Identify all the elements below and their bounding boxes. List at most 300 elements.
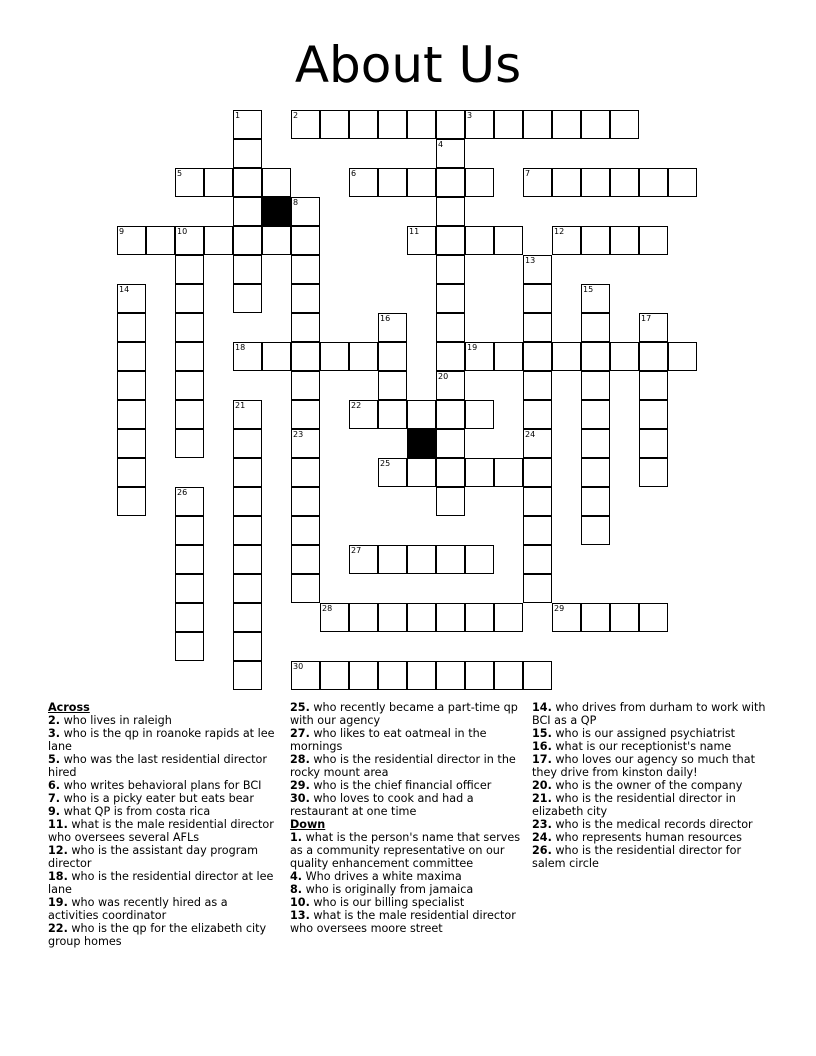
grid-cell[interactable] [378, 371, 407, 400]
clue-text: what QP is from costa rica [60, 805, 211, 818]
cell-number: 25 [380, 459, 391, 468]
clue [290, 792, 526, 818]
grid-cell[interactable] [552, 168, 581, 197]
clue-text: who was recently hired as a activities coordinator [48, 896, 228, 922]
grid-cell[interactable] [436, 168, 465, 197]
clue [48, 896, 278, 922]
clue-text: who drives from durham to work with BCI as a QP [532, 701, 766, 727]
grid-cell[interactable] [552, 226, 581, 255]
grid-cell[interactable] [581, 371, 610, 400]
grid-cell[interactable] [378, 313, 407, 342]
clue [48, 727, 278, 753]
cell-number: 24 [525, 430, 536, 439]
grid-cell[interactable] [175, 603, 204, 632]
grid-cell[interactable] [378, 603, 407, 632]
cell-number: 3 [467, 111, 473, 120]
grid-cell[interactable] [175, 545, 204, 574]
grid-cell[interactable] [146, 226, 175, 255]
clue-number: 5. [48, 753, 61, 766]
clue-text: who is the owner of the company [551, 779, 743, 792]
grid-cell[interactable] [523, 371, 552, 400]
cell-number: 9 [119, 227, 125, 236]
grid-cell[interactable] [639, 168, 668, 197]
grid-cell[interactable] [494, 458, 523, 487]
grid-cell[interactable] [233, 661, 262, 690]
grid-cell[interactable] [552, 110, 581, 139]
grid-cell[interactable] [407, 168, 436, 197]
clue-number: 16. [532, 740, 552, 753]
grid-cell[interactable] [349, 545, 378, 574]
grid-cell[interactable] [233, 139, 262, 168]
clue-text: who loves our agency so much that they drive from kinston daily! [532, 753, 755, 779]
grid-cell[interactable] [233, 545, 262, 574]
grid-cell[interactable] [291, 545, 320, 574]
clue-number: 3. [48, 727, 61, 740]
grid-cell[interactable] [523, 400, 552, 429]
clue [290, 883, 526, 896]
grid-cell[interactable] [581, 313, 610, 342]
cell-number: 1 [235, 111, 241, 120]
clue [290, 701, 526, 727]
clue-number: 18. [48, 870, 68, 883]
clue-text: who is a picky eater but eats bear [60, 792, 255, 805]
grid-cell[interactable] [610, 342, 639, 371]
grid-cell[interactable] [320, 661, 349, 690]
clue-number: 17. [532, 753, 552, 766]
clue [290, 909, 526, 935]
grid-cell[interactable] [117, 371, 146, 400]
grid-cell[interactable] [117, 342, 146, 371]
clue-text: who represents human resources [551, 831, 742, 844]
clue-number: 1. [290, 831, 303, 844]
grid-cell[interactable] [117, 400, 146, 429]
grid-cell[interactable] [639, 371, 668, 400]
grid-cell[interactable] [436, 400, 465, 429]
clue-text: who loves to cook and had a restaurant at one time [290, 792, 474, 818]
clue [290, 831, 526, 870]
cell-number: 10 [177, 227, 188, 236]
grid-cell[interactable] [639, 603, 668, 632]
grid-cell[interactable] [233, 429, 262, 458]
grid-cell[interactable] [291, 574, 320, 603]
clue-text: Who drives a white maxima [302, 870, 462, 883]
clue [48, 870, 278, 896]
clue-number: 25. [290, 701, 310, 714]
grid-cell[interactable] [378, 661, 407, 690]
cell-number: 27 [351, 546, 362, 555]
grid-cell[interactable] [349, 342, 378, 371]
clue-text: who is the medical records director [551, 818, 753, 831]
clue [532, 831, 768, 844]
clue-text: who is the qp for the elizabeth city group homes [48, 922, 267, 948]
grid-cell[interactable] [175, 400, 204, 429]
grid-cell[interactable] [291, 429, 320, 458]
grid-cell[interactable] [639, 429, 668, 458]
clue-text: what is the male residential director who oversees moore street [290, 909, 516, 935]
clue-number: 21. [532, 792, 552, 805]
grid-cell[interactable] [436, 255, 465, 284]
grid-cell[interactable] [668, 342, 697, 371]
clue [48, 792, 278, 805]
clue [48, 779, 278, 792]
grid-cell[interactable] [204, 226, 233, 255]
grid-cell[interactable] [436, 458, 465, 487]
clue-number: 6. [48, 779, 61, 792]
clue-text: who is our billing specialist [309, 896, 465, 909]
grid-cell[interactable] [262, 226, 291, 255]
grid-cell[interactable] [349, 661, 378, 690]
cell-number: 19 [467, 343, 478, 352]
grid-cell[interactable] [639, 226, 668, 255]
clue [532, 844, 768, 870]
clue-number: 14. [532, 701, 552, 714]
clues-column-2 [290, 701, 526, 935]
clue-text: who recently became a part-time qp with our agency [290, 701, 518, 727]
clue [48, 818, 278, 844]
clue-text: who is originally from jamaica [302, 883, 474, 896]
grid-cell[interactable] [291, 458, 320, 487]
grid-cell[interactable] [436, 487, 465, 516]
clue-number: 4. [290, 870, 303, 883]
clue [48, 844, 278, 870]
grid-cell[interactable] [523, 545, 552, 574]
grid-cell[interactable] [175, 226, 204, 255]
grid-cell[interactable] [523, 574, 552, 603]
grid-cell[interactable] [581, 226, 610, 255]
grid-cell[interactable] [291, 661, 320, 690]
cell-number: 13 [525, 256, 536, 265]
grid-cell[interactable] [436, 226, 465, 255]
grid-cell[interactable] [378, 168, 407, 197]
grid-cell[interactable] [378, 458, 407, 487]
grid-cell[interactable] [465, 400, 494, 429]
cell-number: 7 [525, 169, 531, 178]
clue-number: 24. [532, 831, 552, 844]
grid-cell[interactable] [233, 284, 262, 313]
grid-cell[interactable] [436, 545, 465, 574]
clue-number: 2. [48, 714, 61, 727]
grid-cell[interactable] [494, 603, 523, 632]
clue-text: who is the residential director for salem circle [532, 844, 742, 870]
clue-number: 15. [532, 727, 552, 740]
clue-number: 20. [532, 779, 552, 792]
clue-text: what is our receptionist's name [551, 740, 732, 753]
clue-number: 13. [290, 909, 310, 922]
cell-number: 16 [380, 314, 391, 323]
grid-cell[interactable] [320, 603, 349, 632]
grid-cell[interactable] [291, 255, 320, 284]
clue-text: who likes to eat oatmeal in the mornings [290, 727, 487, 753]
grid-cell[interactable] [523, 516, 552, 545]
grid-cell[interactable] [407, 661, 436, 690]
clue-text: who was the last residential director hired [48, 753, 267, 779]
black-cell [407, 429, 436, 458]
grid-cell[interactable] [523, 284, 552, 313]
grid-cell[interactable] [117, 487, 146, 516]
grid-cell[interactable] [175, 574, 204, 603]
grid-cell[interactable] [639, 400, 668, 429]
clue [290, 727, 526, 753]
grid-cell[interactable] [465, 342, 494, 371]
grid-cell[interactable] [581, 284, 610, 313]
clue-text: who writes behavioral plans for BCI [60, 779, 262, 792]
grid-cell[interactable] [291, 516, 320, 545]
cell-number: 22 [351, 401, 362, 410]
grid-cell[interactable] [639, 313, 668, 342]
grid-cell[interactable] [407, 110, 436, 139]
grid-cell[interactable] [610, 110, 639, 139]
grid-cell[interactable] [378, 110, 407, 139]
grid-cell[interactable] [233, 226, 262, 255]
grid-cell[interactable] [233, 400, 262, 429]
grid-cell[interactable] [407, 226, 436, 255]
clue-number: 11. [48, 818, 68, 831]
cell-number: 6 [351, 169, 357, 178]
grid-cell[interactable] [581, 603, 610, 632]
grid-cell[interactable] [668, 168, 697, 197]
cell-number: 28 [322, 604, 333, 613]
cell-number: 5 [177, 169, 183, 178]
cell-number: 21 [235, 401, 246, 410]
grid-cell[interactable] [233, 574, 262, 603]
page-title: About Us [294, 36, 522, 94]
cell-number: 2 [293, 111, 299, 120]
grid-cell[interactable] [465, 603, 494, 632]
cell-number: 26 [177, 488, 188, 497]
clue [290, 753, 526, 779]
cell-number: 17 [641, 314, 652, 323]
grid-cell[interactable] [610, 168, 639, 197]
clue-number: 7. [48, 792, 61, 805]
grid-cell[interactable] [407, 603, 436, 632]
grid-cell[interactable] [349, 110, 378, 139]
cell-number: 4 [438, 140, 444, 149]
grid-cell[interactable] [117, 284, 146, 313]
grid-cell[interactable] [117, 458, 146, 487]
clue-number: 26. [532, 844, 552, 857]
grid-cell[interactable] [233, 168, 262, 197]
grid-cell[interactable] [262, 342, 291, 371]
grid-cell[interactable] [291, 284, 320, 313]
clue-text: who is the residential director in elizabeth city [532, 792, 736, 818]
grid-cell[interactable] [233, 342, 262, 371]
clue [48, 805, 278, 818]
grid-cell[interactable] [523, 342, 552, 371]
grid-cell[interactable] [581, 429, 610, 458]
down-header: Down [290, 818, 326, 831]
grid-cell[interactable] [233, 487, 262, 516]
grid-cell[interactable] [610, 226, 639, 255]
cell-number: 11 [409, 227, 420, 236]
grid-cell[interactable] [436, 110, 465, 139]
grid-cell[interactable] [175, 313, 204, 342]
grid-cell[interactable] [291, 342, 320, 371]
grid-cell[interactable] [320, 110, 349, 139]
grid-cell[interactable] [175, 429, 204, 458]
clue-number: 29. [290, 779, 310, 792]
grid-cell[interactable] [523, 168, 552, 197]
grid-cell[interactable] [581, 400, 610, 429]
clue-number: 28. [290, 753, 310, 766]
grid-cell[interactable] [581, 487, 610, 516]
grid-cell[interactable] [465, 661, 494, 690]
grid-cell[interactable] [639, 458, 668, 487]
grid-cell[interactable] [552, 342, 581, 371]
cell-number: 30 [293, 662, 304, 671]
grid-cell[interactable] [523, 110, 552, 139]
grid-cell[interactable] [291, 371, 320, 400]
grid-cell[interactable] [436, 371, 465, 400]
clue [532, 753, 768, 779]
grid-cell[interactable] [233, 197, 262, 226]
grid-cell[interactable] [117, 429, 146, 458]
grid-cell[interactable] [494, 226, 523, 255]
grid-cell[interactable] [378, 400, 407, 429]
clue-number: 27. [290, 727, 310, 740]
clue [532, 727, 768, 740]
grid-cell[interactable] [552, 603, 581, 632]
grid-cell[interactable] [233, 458, 262, 487]
clue-text: who is the residential director at lee lane [48, 870, 274, 896]
grid-cell[interactable] [436, 342, 465, 371]
grid-cell[interactable] [175, 516, 204, 545]
clue [532, 740, 768, 753]
grid-cell[interactable] [175, 371, 204, 400]
grid-cell[interactable] [262, 168, 291, 197]
cell-number: 15 [583, 285, 594, 294]
cell-number: 23 [293, 430, 304, 439]
grid-cell[interactable] [291, 400, 320, 429]
grid-cell[interactable] [117, 226, 146, 255]
grid-cell[interactable] [581, 516, 610, 545]
clue-number: 12. [48, 844, 68, 857]
grid-cell[interactable] [465, 545, 494, 574]
grid-cell[interactable] [523, 255, 552, 284]
grid-cell[interactable] [175, 487, 204, 516]
clue [290, 870, 526, 883]
grid-cell[interactable] [610, 603, 639, 632]
grid-cell[interactable] [291, 313, 320, 342]
clue [290, 896, 526, 909]
grid-cell[interactable] [175, 284, 204, 313]
grid-cell[interactable] [465, 458, 494, 487]
black-cell [262, 197, 291, 226]
grid-cell[interactable] [465, 226, 494, 255]
grid-cell[interactable] [233, 603, 262, 632]
clues-column-1 [48, 701, 278, 948]
clue [48, 714, 278, 727]
clue-text: what is the male residential director who oversees several AFLs [48, 818, 274, 844]
clue [290, 779, 526, 792]
grid-cell[interactable] [233, 632, 262, 661]
grid-cell[interactable] [349, 400, 378, 429]
grid-cell[interactable] [436, 603, 465, 632]
cell-number: 12 [554, 227, 565, 236]
clue [532, 792, 768, 818]
clue-text: who is the chief financial officer [309, 779, 492, 792]
grid-cell[interactable] [117, 313, 146, 342]
grid-cell[interactable] [291, 197, 320, 226]
clue-text: who is the qp in roanoke rapids at lee lane [48, 727, 275, 753]
clue-number: 30. [290, 792, 310, 805]
grid-cell[interactable] [581, 110, 610, 139]
grid-cell[interactable] [436, 661, 465, 690]
grid-cell[interactable] [407, 400, 436, 429]
grid-cell[interactable] [465, 168, 494, 197]
clue [532, 701, 768, 727]
grid-cell[interactable] [523, 429, 552, 458]
grid-cell[interactable] [436, 139, 465, 168]
grid-cell[interactable] [175, 632, 204, 661]
cell-number: 8 [293, 198, 299, 207]
grid-cell[interactable] [204, 168, 233, 197]
grid-cell[interactable] [581, 342, 610, 371]
grid-cell[interactable] [436, 313, 465, 342]
clue-text: who lives in raleigh [60, 714, 172, 727]
cell-number: 18 [235, 343, 246, 352]
grid-cell[interactable] [175, 255, 204, 284]
grid-cell[interactable] [523, 313, 552, 342]
grid-cell[interactable] [494, 342, 523, 371]
grid-cell[interactable] [349, 603, 378, 632]
grid-cell[interactable] [436, 197, 465, 226]
clue-text: what is the person's name that serves as a community representative on our quality enhancement committee [290, 831, 521, 870]
grid-cell[interactable] [291, 487, 320, 516]
grid-cell[interactable] [581, 458, 610, 487]
grid-cell[interactable] [523, 487, 552, 516]
clue-text: who is our assigned psychiatrist [551, 727, 736, 740]
grid-cell[interactable] [175, 342, 204, 371]
grid-cell[interactable] [320, 342, 349, 371]
grid-cell[interactable] [378, 545, 407, 574]
grid-cell[interactable] [407, 545, 436, 574]
clue-text: who is the assistant day program director [48, 844, 259, 870]
clue-number: 22. [48, 922, 68, 935]
clue [532, 779, 768, 792]
grid-cell[interactable] [494, 110, 523, 139]
grid-cell[interactable] [581, 168, 610, 197]
grid-cell[interactable] [233, 255, 262, 284]
clue-number: 23. [532, 818, 552, 831]
grid-cell[interactable] [378, 342, 407, 371]
grid-cell[interactable] [233, 110, 262, 139]
grid-cell[interactable] [523, 661, 552, 690]
clue [48, 753, 278, 779]
clue-number: 8. [290, 883, 303, 896]
grid-cell[interactable] [465, 110, 494, 139]
clues-column-3 [532, 701, 768, 870]
cell-number: 14 [119, 285, 130, 294]
clue-text: who is the residential director in the rocky mount area [290, 753, 516, 779]
grid-cell[interactable] [494, 661, 523, 690]
grid-cell[interactable] [436, 284, 465, 313]
grid-cell[interactable] [291, 110, 320, 139]
grid-cell[interactable] [349, 168, 378, 197]
grid-cell[interactable] [233, 516, 262, 545]
grid-cell[interactable] [523, 458, 552, 487]
cell-number: 29 [554, 604, 565, 613]
grid-cell[interactable] [407, 458, 436, 487]
grid-cell[interactable] [175, 168, 204, 197]
clue-number: 19. [48, 896, 68, 909]
grid-cell[interactable] [639, 342, 668, 371]
grid-cell[interactable] [291, 226, 320, 255]
clue [532, 818, 768, 831]
cell-number: 20 [438, 372, 449, 381]
clue [48, 922, 278, 948]
grid-cell[interactable] [436, 429, 465, 458]
across-header: Across [48, 701, 90, 714]
